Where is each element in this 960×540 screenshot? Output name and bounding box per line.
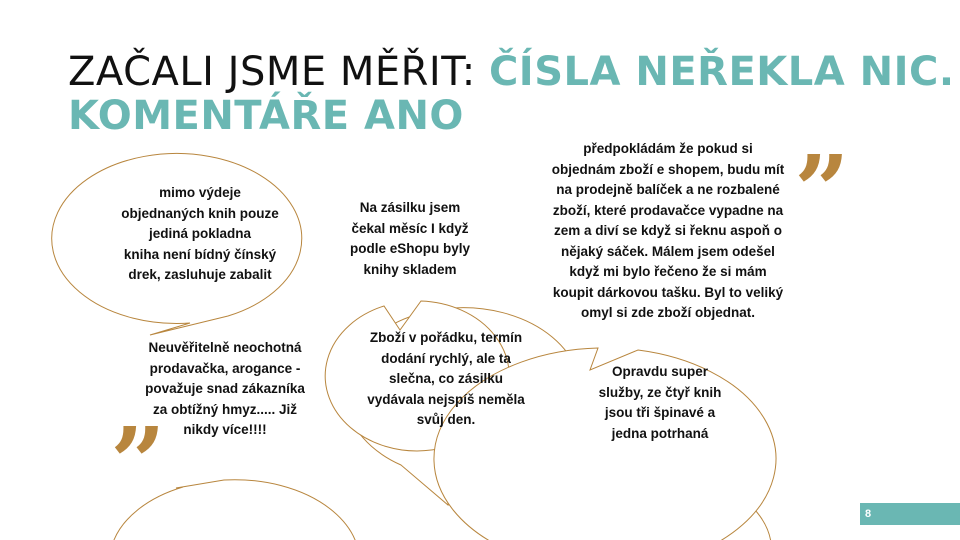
quote-mark-bottom-left: „ <box>112 351 168 464</box>
quote-mark-top-right: „ <box>796 79 852 192</box>
comment-5-text: Zboží v pořádku, termín dodání rychlý, ale ta slečna, co zásilku vydávala nejspíš neměla svůj den. <box>367 330 525 427</box>
page-number: 8 <box>860 503 960 525</box>
comment-6-text: Opravdu super služby, ze čtyř knih jsou tři špinavé a jedna potrhaná <box>598 364 722 441</box>
title-accent-line-2: KOMENTÁŘE ANO <box>68 93 464 139</box>
comment-4-text: Neuvěřitelně neochotná prodavačka, arogance - považuje snad zákazníka za obtížný hmyz..... Již nikdy více!!!! <box>145 340 305 437</box>
comment-1-text: mimo výdeje objednaných knih pouze jediná pokladna kniha není bídný čínský drek, zasluhuje zabalit <box>121 185 279 282</box>
comment-3-text: předpokládám že pokud si objednám zboží e shopem, budu mít na prodejně balíček a ne rozbalené zboží, které prodavačce vypadne na zem a diví se když si řeknu aspoň o nějaký sáček. Málem jsem odešel když mi bylo řečeno že si mám koupit dárkovou tašku. Byl to veliký omyl si zde zboží objednat. <box>551 141 785 320</box>
speech-bubble-4 <box>110 480 360 540</box>
title-accent-line-1: ČÍSLA NEŘEKLA NIC. <box>488 49 955 95</box>
comment-2-text: Na zásilku jsem čekal měsíc I když podle eShopu byly knihy skladem <box>349 200 470 277</box>
title-normal: ZAČALI JSME MĚŘIT: <box>68 49 489 95</box>
